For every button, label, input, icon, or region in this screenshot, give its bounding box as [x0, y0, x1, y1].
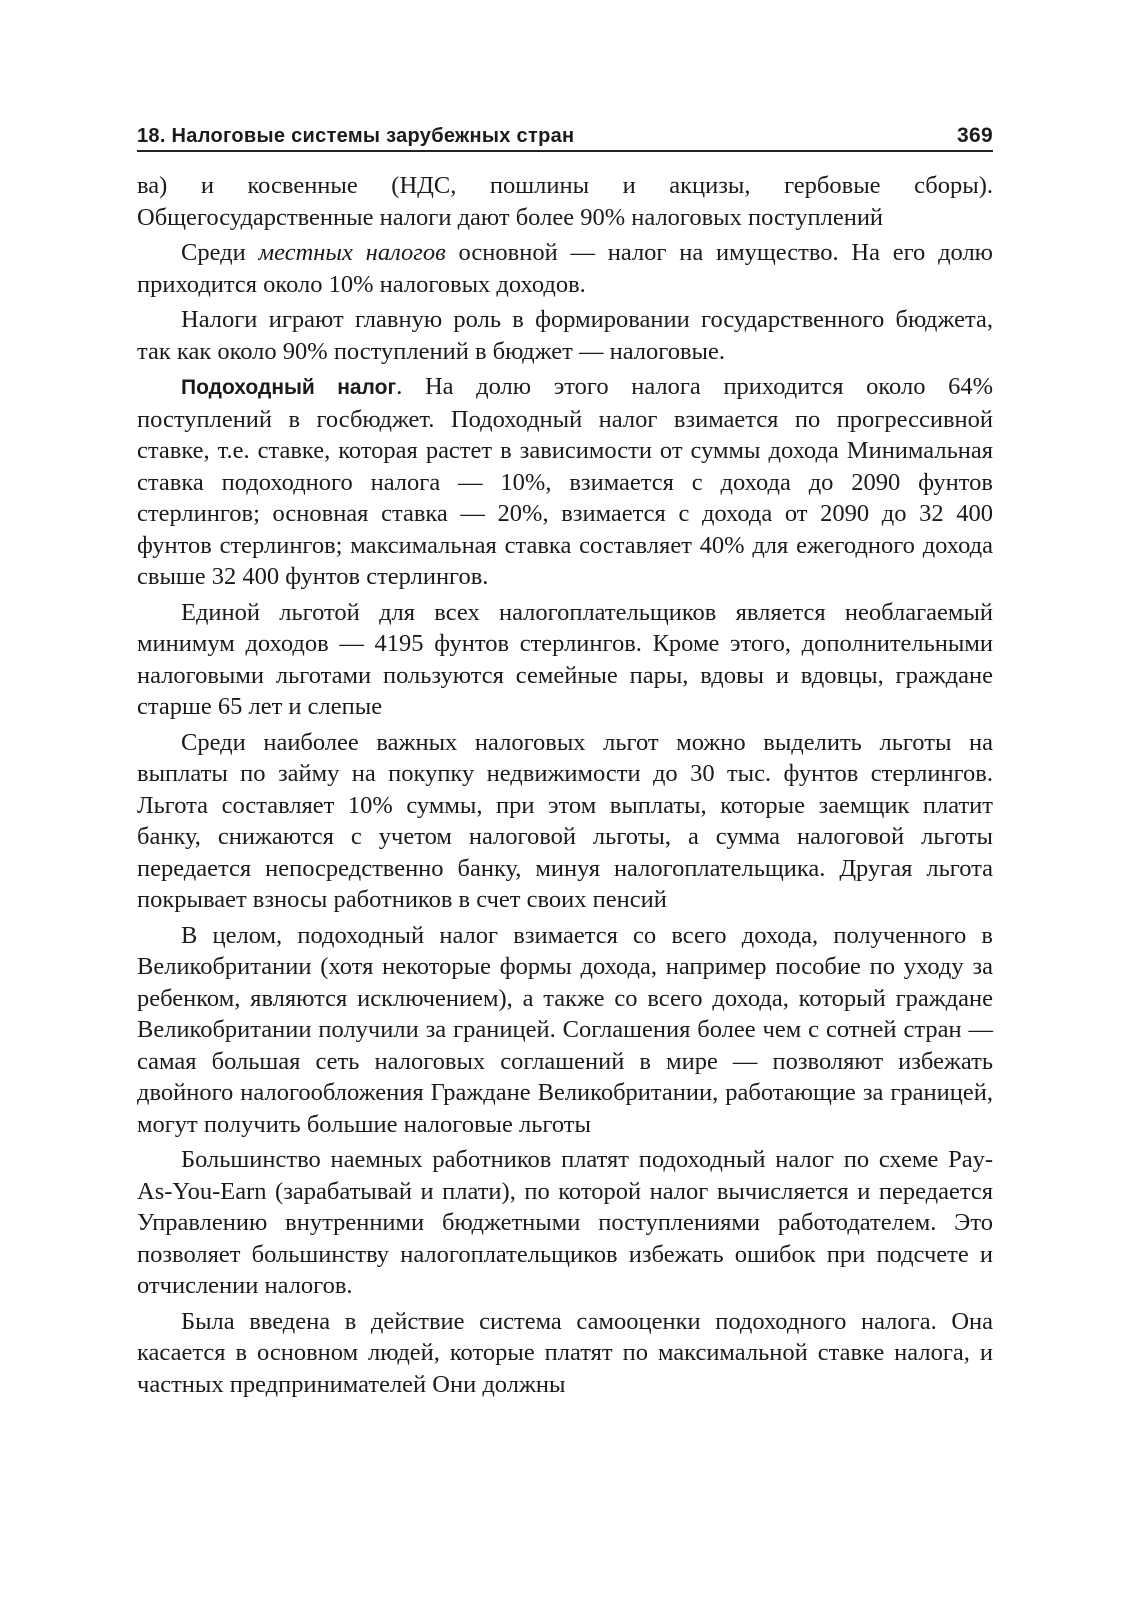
- page-number: 369: [957, 124, 993, 147]
- italic-term: местных налогов: [258, 239, 446, 266]
- paragraph-text: Единой льготой для всех налогоплательщиков является необлагаемый минимум доходов — 4195 фунтов стерлингов. Кроме этого, дополнительными налоговыми льготами пользуются семейные пары, вдовы и вдовцы, граждане старше 65 лет и слепые: [137, 598, 993, 720]
- paragraph: [137, 371, 993, 593]
- paragraph: [137, 237, 993, 300]
- paragraph-text: Налоги играют главную роль в формировании государственного бюджета, так как около 90% поступлений в бюджет — налоговые.: [137, 306, 993, 365]
- paragraph-text: Среди наиболее важных налоговых льгот можно выделить льготы на выплаты по займу на покупку недвижимости до 30 тыс. фунтов стерлингов. Льгота составляет 10% суммы, при этом выплаты, которые заемщик платит банку, снижаются с учетом налоговой льготы, а сумма налоговой льготы передается непосредственно банку, минуя налогоплательщика. Другая льгота покрывает взносы работников в счет своих пенсий: [137, 728, 993, 913]
- bold-term: Подоходный налог: [181, 376, 397, 399]
- paragraph-text: Большинство наемных работников платят подоходный налог по схеме Pay-As-You-Earn (зарабатывай и плати), по которой налог вычисляется и передается Управлению внутренними бюджетными поступлениями работодателем. Это позволяет большинству налогоплательщиков избежать ошибок при подсчете и отчислении налогов.: [137, 1146, 993, 1299]
- chapter-title: 18. Налоговые системы зарубежных стран: [137, 125, 575, 147]
- paragraph: [137, 1306, 993, 1401]
- paragraph: [137, 170, 993, 233]
- paragraph-text-post: основной — налог на имущество. На его долю приходится около 10% налоговых доходов.: [137, 239, 993, 298]
- paragraph: [137, 727, 993, 916]
- paragraph-text-pre: Среди: [181, 239, 259, 266]
- paragraph: [137, 920, 993, 1141]
- body-text: [137, 170, 993, 1400]
- book-page: [137, 104, 993, 1404]
- paragraph-text: ва) и косвенные (НДС, пошлины и акцизы, гербовые сборы). Общегосударственные налоги дают более 90% налоговых поступлений: [137, 172, 993, 231]
- paragraph-text: Была введена в действие система самооценки подоходного налога. Она касается в основном людей, которые платят по максимальной ставке налога, и частных предпринимателей Они должны: [137, 1307, 993, 1398]
- paragraph: [137, 304, 993, 367]
- running-header: [137, 104, 993, 152]
- paragraph: [137, 597, 993, 723]
- paragraph: [137, 1144, 993, 1302]
- paragraph-text-post: . На долю этого налога приходится около 64% поступлений в госбюджет. Подоходный налог взимается по прогрессивной ставке, т.е. ставке, которая растет в зависимости от суммы дохода Минимальная ставка подоходного налога — 10%, взимается с дохода до 2090 фунтов стерлингов; основная ставка — 20%, взимается с дохода от 2090 до 32 400 фунтов стерлингов; максимальная ставка составляет 40% для ежегодного дохода свыше 32 400 фунтов стерлингов.: [137, 373, 993, 590]
- paragraph-text: В целом, подоходный налог взимается со всего дохода, полученного в Великобритании (хотя некоторые формы дохода, например пособие по уходу за ребенком, являются исключением), а также со всего дохода, который граждане Великобритании получили за границей. Соглашения более чем с сотней стран — самая большая сеть налоговых соглашений в мире — позволяют избежать двойного налогообложения Граждане Великобритании, работающие за границей, могут получить большие налоговые льготы: [137, 921, 993, 1138]
